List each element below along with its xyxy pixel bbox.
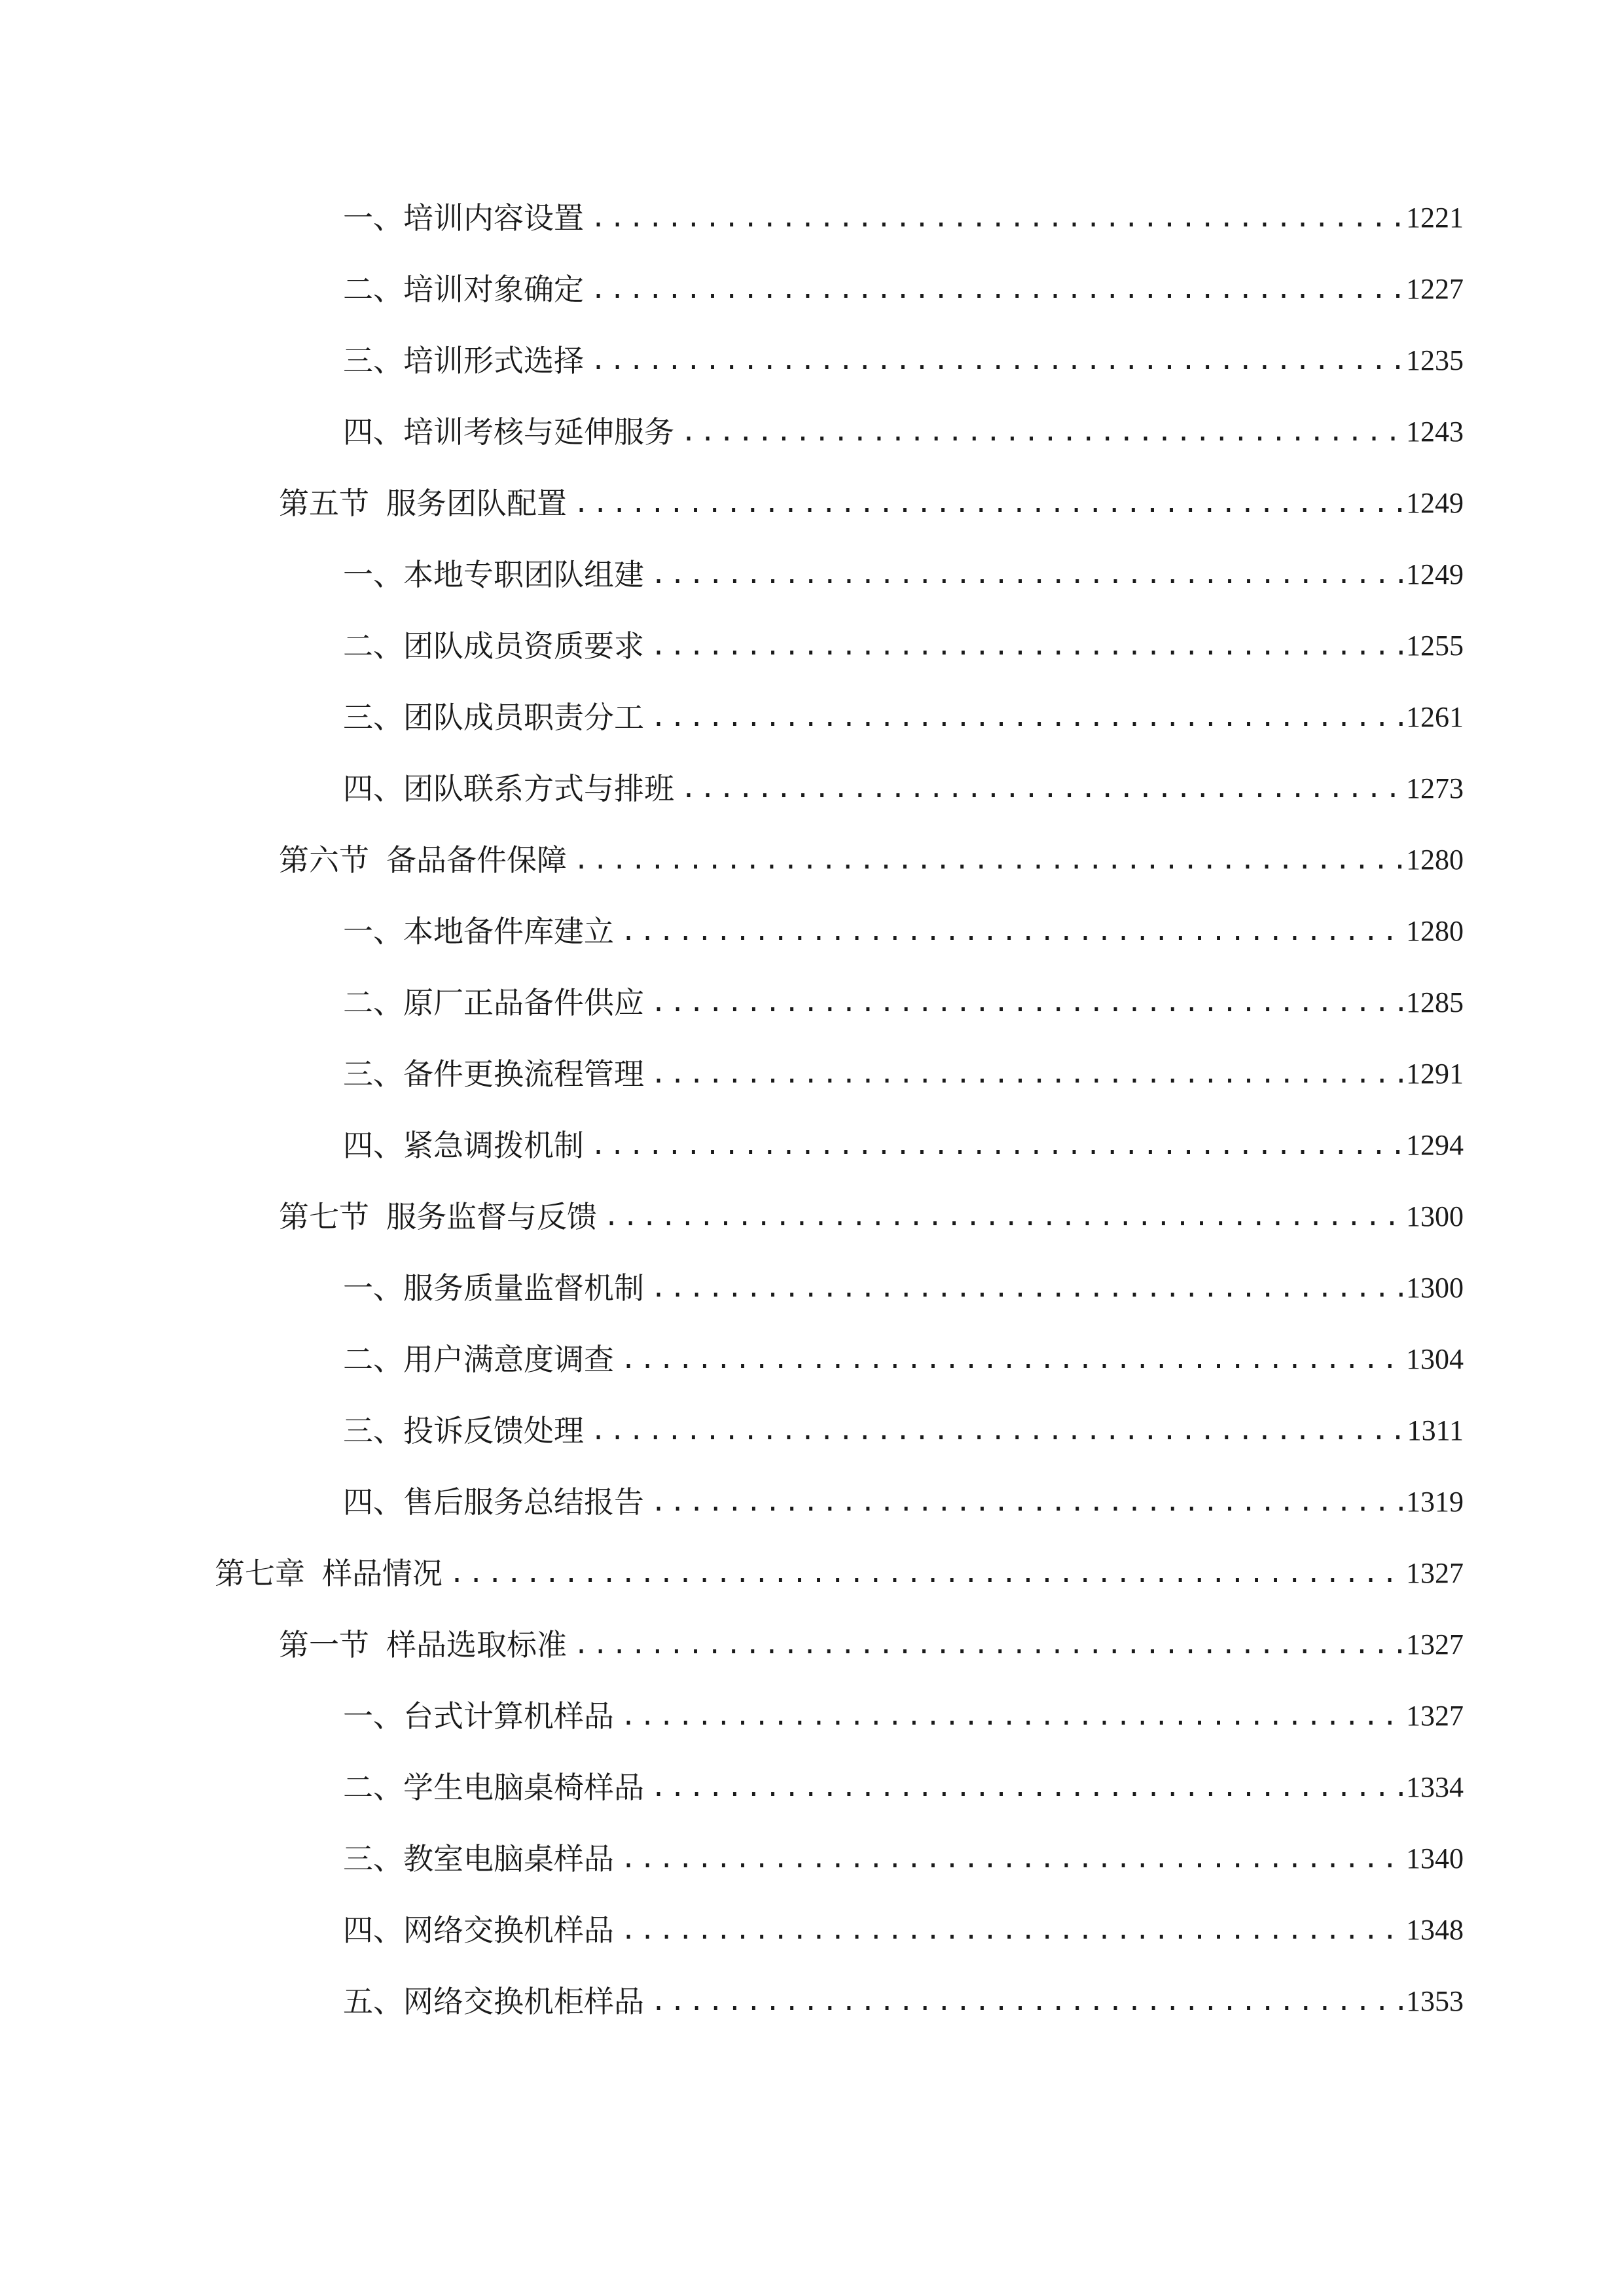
toc-dot-leader [644,548,1406,601]
toc-entry-number: 一、 [343,1270,403,1306]
toc-entry-page: 1235 [1406,344,1464,376]
toc-section-entry[interactable] [279,834,1464,886]
toc-entry-number: 四、 [343,1128,403,1163]
toc-entry[interactable] [343,1119,1464,1172]
toc-entry-page: 1311 [1407,1414,1464,1446]
toc-entry-number: 四、 [343,771,403,806]
toc-entry-title: 用户满意度调查 [403,1342,614,1377]
toc-dot-leader [644,977,1406,1029]
toc-dot-leader [567,834,1406,886]
toc-entry-number: 第六节 [279,842,369,878]
toc-entry-title: 学生电脑桌椅样品 [403,1770,644,1805]
toc-entry[interactable] [343,1975,1464,2028]
toc-entry-page: 1294 [1406,1129,1464,1161]
toc-entry-page: 1327 [1406,1628,1464,1660]
toc-entry-number: 三、 [343,343,403,378]
toc-dot-leader [674,762,1406,815]
toc-entry-page: 1300 [1406,1272,1464,1304]
toc-entry-page: 1327 [1406,1557,1464,1589]
toc-entry-page: 1340 [1406,1842,1464,1874]
toc-entry-number: 三、 [343,1841,403,1876]
toc-entry[interactable] [343,1405,1464,1457]
toc-entry-number: 第五节 [279,486,369,521]
toc-entry-title: 团队联系方式与排班 [403,771,674,806]
toc-dot-leader [644,691,1406,744]
toc-entry[interactable] [343,691,1464,744]
toc-entry-number: 三、 [343,700,403,735]
toc-entry-title: 投诉反馈处理 [403,1413,584,1448]
toc-dot-leader [644,1048,1406,1100]
toc-entry-title: 网络交换机柜样品 [403,1984,644,2019]
toc-entry[interactable] [343,1048,1464,1100]
toc-entry-page: 1255 [1406,630,1464,662]
toc-entry-page: 1319 [1406,1486,1464,1518]
toc-dot-leader [584,1119,1406,1172]
toc-entry-title: 培训内容设置 [403,200,584,236]
toc-entry-number: 二、 [343,272,403,307]
toc-entry[interactable] [343,1833,1464,1885]
toc-dot-leader [584,334,1406,387]
toc-dot-leader [567,1619,1406,1671]
toc-entry-page: 1348 [1406,1914,1464,1946]
toc-entry-title: 样品选取标准 [386,1627,567,1662]
toc-entry-page: 1291 [1406,1058,1464,1090]
toc-dot-leader [614,1690,1406,1742]
toc-dot-leader [614,1904,1406,1956]
toc-chapter-entry[interactable] [215,1547,1464,1600]
toc-entry-title: 售后服务总结报告 [403,1484,644,1520]
toc-entry-number: 三、 [343,1413,403,1448]
toc-entry-page: 1221 [1406,202,1464,234]
toc-entry-page: 1280 [1406,915,1464,947]
toc-entry[interactable] [343,762,1464,815]
toc-entry-page: 1280 [1406,844,1464,876]
toc-entry-title: 备件更换流程管理 [403,1056,644,1092]
toc-entry[interactable] [343,1904,1464,1956]
toc-entry-title: 原厂正品备件供应 [403,985,644,1020]
toc-dot-leader [597,1191,1406,1243]
toc-entry[interactable] [343,977,1464,1029]
toc-entry-page: 1243 [1406,416,1464,448]
toc-dot-leader [584,1405,1407,1457]
toc-entry-title: 本地专职团队组建 [403,557,644,592]
toc-entry-title: 培训考核与延伸服务 [403,414,674,450]
toc-entry-number: 四、 [343,414,403,450]
toc-dot-leader [584,263,1406,315]
toc-entry-number: 一、 [343,200,403,236]
toc-entry-number: 第七节 [279,1199,369,1234]
toc-dot-leader [644,1262,1406,1314]
toc-entry-number: 四、 [343,1484,403,1520]
toc-entry-number: 二、 [343,1770,403,1805]
toc-entry-number: 二、 [343,985,403,1020]
toc-entry-number: 四、 [343,1912,403,1948]
toc-section-entry[interactable] [279,477,1464,529]
toc-entry-title: 团队成员职责分工 [403,700,644,735]
toc-entry[interactable] [343,1761,1464,1814]
toc-entry[interactable] [343,548,1464,601]
toc-entry[interactable] [343,263,1464,315]
toc-entry-page: 1327 [1406,1700,1464,1732]
toc-section-entry[interactable] [279,1191,1464,1243]
toc-entry[interactable] [343,406,1464,458]
toc-dot-leader [644,1476,1406,1528]
toc-entry[interactable] [343,905,1464,958]
toc-entry-number: 一、 [343,557,403,592]
toc-entry-title: 培训形式选择 [403,343,584,378]
toc-entry-page: 1249 [1406,558,1464,590]
toc-entry[interactable] [343,620,1464,672]
toc-entry-page: 1285 [1406,986,1464,1018]
toc-entry[interactable] [343,1262,1464,1314]
toc-dot-leader [567,477,1406,529]
toc-entry-page: 1261 [1406,701,1464,733]
toc-entry-page: 1273 [1406,772,1464,804]
toc-entry-title: 服务团队配置 [386,486,567,521]
toc-entry-title: 样品情况 [322,1556,442,1591]
toc-dot-leader [614,905,1406,958]
toc-dot-leader [644,1761,1406,1814]
toc-entry-title: 教室电脑桌样品 [403,1841,614,1876]
toc-entry-number: 三、 [343,1056,403,1092]
toc-entry-page: 1353 [1406,1985,1464,2017]
toc-entry-title: 服务质量监督机制 [403,1270,644,1306]
toc-entry-number: 二、 [343,628,403,664]
toc-dot-leader [674,406,1406,458]
toc-entry-page: 1249 [1406,487,1464,519]
toc-entry-title: 培训对象确定 [403,272,584,307]
toc-entry-title: 台式计算机样品 [403,1698,614,1734]
toc-entry-number: 一、 [343,1698,403,1734]
toc-entry-number: 第一节 [279,1627,369,1662]
toc-entry-page: 1334 [1406,1771,1464,1803]
toc-entry[interactable] [343,192,1464,244]
toc-entry-page: 1227 [1406,273,1464,305]
toc-entry[interactable] [343,1333,1464,1386]
toc-dot-leader [614,1833,1406,1885]
toc-dot-leader [614,1333,1406,1386]
toc-section-entry[interactable] [279,1619,1464,1671]
toc-entry-number: 一、 [343,914,403,949]
toc-entry-number: 二、 [343,1342,403,1377]
toc-dot-leader [644,620,1406,672]
toc-entry-title: 紧急调拨机制 [403,1128,584,1163]
toc-entry-number: 五、 [343,1984,403,2019]
toc-dot-leader [584,192,1406,244]
toc-entry[interactable] [343,1476,1464,1528]
toc-dot-leader [644,1975,1406,2028]
toc-entry-page: 1300 [1406,1200,1464,1232]
toc-entry[interactable] [343,334,1464,387]
toc-entry-number: 第七章 [215,1556,305,1591]
toc-entry[interactable] [343,1690,1464,1742]
toc-entry-title: 本地备件库建立 [403,914,614,949]
toc-entry-title: 备品备件保障 [386,842,567,878]
toc-entry-title: 网络交换机样品 [403,1912,614,1948]
toc-entry-title: 团队成员资质要求 [403,628,644,664]
toc-entry-title: 服务监督与反馈 [386,1199,597,1234]
toc-dot-leader [442,1547,1406,1600]
toc-entry-page: 1304 [1406,1343,1464,1375]
